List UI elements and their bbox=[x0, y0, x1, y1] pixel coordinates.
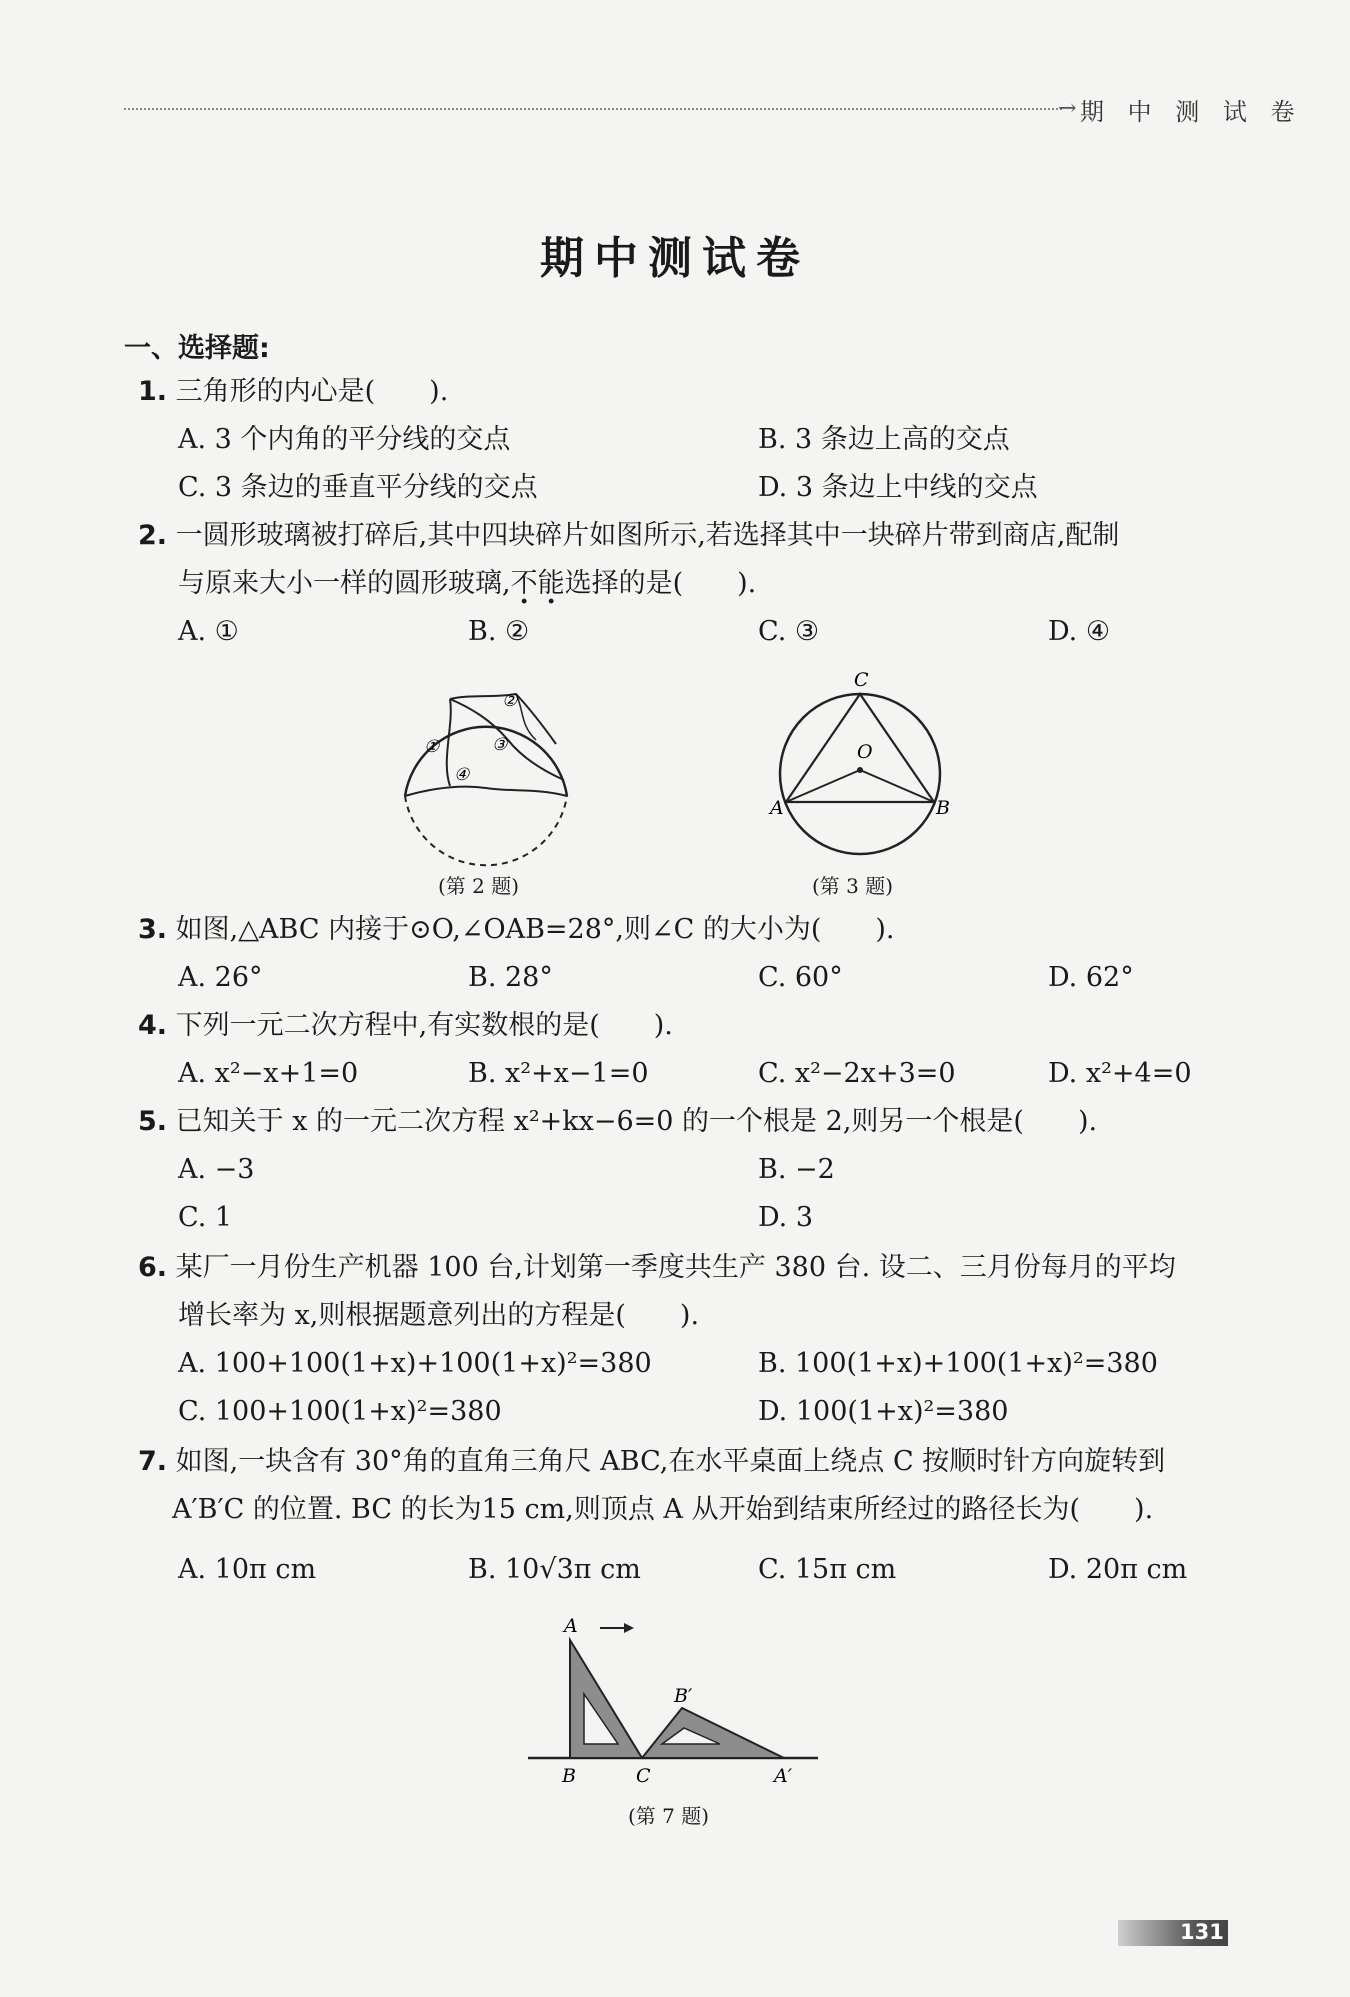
figure-7-caption: (第 7 题) bbox=[628, 1804, 710, 1828]
q7-option-a: A. 10π cm bbox=[178, 1554, 317, 1585]
question-number: 2. bbox=[138, 520, 168, 551]
point-label-c: C bbox=[636, 1765, 651, 1787]
q6-option-b: B. 100(1+x)+100(1+x)²=380 bbox=[758, 1348, 1158, 1379]
q2-option-d: D. ④ bbox=[1048, 616, 1111, 647]
question-7 bbox=[138, 1448, 1165, 1475]
stem-text: 与原来大小一样的圆形玻璃, bbox=[178, 568, 511, 599]
q3-option-b: B. 28° bbox=[468, 962, 553, 993]
question-7-line-2: A′B′C 的位置. BC 的长为15 cm,则顶点 A 从开始到结束所经过的路径长为( ). bbox=[172, 1494, 1154, 1525]
q5-option-d: D. 3 bbox=[758, 1202, 814, 1233]
q4-option-d: D. x²+4=0 bbox=[1048, 1058, 1192, 1089]
question-5 bbox=[138, 1108, 1097, 1135]
q7-option-c: C. 15π cm bbox=[758, 1554, 897, 1585]
emphasis-char: 不 bbox=[510, 568, 538, 599]
q4-option-a: A. x²−x+1=0 bbox=[178, 1058, 359, 1089]
stem-text: 选择的是( ). bbox=[564, 568, 757, 599]
point-label-b: B bbox=[936, 797, 950, 819]
q2-option-c: C. ③ bbox=[758, 616, 820, 647]
figure-2-caption: (第 2 题) bbox=[438, 874, 520, 898]
point-label-o: O bbox=[857, 741, 873, 763]
page-title: 期中测试卷 bbox=[540, 233, 810, 284]
q6-option-a: A. 100+100(1+x)+100(1+x)²=380 bbox=[178, 1348, 652, 1379]
q1-option-d: D. 3 条边上中线的交点 bbox=[758, 472, 1038, 503]
emphasis-char: 能 bbox=[537, 568, 565, 599]
point-label-c: C bbox=[854, 669, 869, 691]
q6-option-d: D. 100(1+x)²=380 bbox=[758, 1396, 1009, 1427]
question-number: 7. bbox=[138, 1446, 168, 1477]
q1-option-c: C. 3 条边的垂直平分线的交点 bbox=[178, 472, 538, 503]
point-label-b-prime: B′ bbox=[674, 1685, 693, 1707]
question-3 bbox=[138, 916, 895, 943]
question-2 bbox=[138, 522, 1119, 549]
q4-option-b: B. x²+x−1=0 bbox=[468, 1058, 649, 1089]
q4-option-c: C. x²−2x+3=0 bbox=[758, 1058, 956, 1089]
question-2-line-2 bbox=[178, 570, 756, 597]
question-1 bbox=[138, 378, 448, 405]
question-number: 6. bbox=[138, 1252, 168, 1283]
running-header-title: 期 中 测 试 卷 bbox=[1080, 98, 1303, 126]
figure-broken-glass bbox=[396, 680, 576, 860]
question-6-line-2: 增长率为 x,则根据题意列出的方程是( ). bbox=[178, 1300, 700, 1331]
q2-option-b: B. ② bbox=[468, 616, 530, 647]
question-6 bbox=[138, 1254, 1176, 1281]
q6-option-c: C. 100+100(1+x)²=380 bbox=[178, 1396, 502, 1427]
figure-3-caption: (第 3 题) bbox=[812, 874, 894, 898]
piece-label-2: ② bbox=[502, 691, 518, 711]
question-4 bbox=[138, 1012, 673, 1039]
q5-option-b: B. −2 bbox=[758, 1154, 835, 1185]
question-number: 1. bbox=[138, 376, 168, 407]
figure-rotating-set-square bbox=[520, 1610, 840, 1800]
question-stem-line-1: 如图,一块含有 30°角的直角三角尺 ABC,在水平桌面上绕点 C 按顺时针方向旋转到 bbox=[175, 1446, 1166, 1477]
q1-option-a: A. 3 个内角的平分线的交点 bbox=[178, 424, 511, 455]
question-stem: 如图,△ABC 内接于⊙O,∠OAB=28°,则∠C 的大小为( ). bbox=[175, 914, 895, 945]
q5-option-c: C. 1 bbox=[178, 1202, 233, 1233]
question-stem-line-1: 一圆形玻璃被打碎后,其中四块碎片如图所示,若选择其中一块碎片带到商店,配制 bbox=[175, 520, 1120, 551]
question-stem-line-1: 某厂一月份生产机器 100 台,计划第一季度共生产 380 台. 设二、三月份每月的平均 bbox=[175, 1252, 1176, 1283]
question-stem: 三角形的内心是( ). bbox=[175, 376, 449, 407]
piece-label-1: ① bbox=[424, 737, 440, 757]
point-label-a-prime: A′ bbox=[774, 1765, 793, 1787]
q3-option-c: C. 60° bbox=[758, 962, 843, 993]
q5-option-a: A. −3 bbox=[178, 1154, 255, 1185]
q3-option-a: A. 26° bbox=[178, 962, 263, 993]
page-number: 131 bbox=[1180, 1920, 1224, 1944]
figure-inscribed-triangle bbox=[770, 662, 970, 862]
q3-option-d: D. 62° bbox=[1048, 962, 1134, 993]
question-number: 5. bbox=[138, 1106, 168, 1137]
header-arrow-icon: → bbox=[1058, 96, 1077, 121]
question-stem: 已知关于 x 的一元二次方程 x²+kx−6=0 的一个根是 2,则另一个根是( ). bbox=[175, 1106, 1098, 1137]
question-number: 3. bbox=[138, 914, 168, 945]
piece-label-3: ③ bbox=[492, 735, 508, 755]
header-dotted-rule bbox=[124, 108, 1062, 110]
point-label-a: A bbox=[564, 1615, 578, 1637]
point-label-b: B bbox=[562, 1765, 576, 1787]
question-number: 4. bbox=[138, 1010, 168, 1041]
q7-option-d: D. 20π cm bbox=[1048, 1554, 1188, 1585]
question-stem: 下列一元二次方程中,有实数根的是( ). bbox=[175, 1010, 673, 1041]
point-label-a: A bbox=[770, 797, 784, 819]
q2-option-a: A. ① bbox=[178, 616, 239, 647]
q7-option-b: B. 10√3π cm bbox=[468, 1554, 641, 1585]
section-heading-choice: 一、选择题: bbox=[124, 333, 270, 364]
q1-option-b: B. 3 条边上高的交点 bbox=[758, 424, 1010, 455]
piece-label-4: ④ bbox=[454, 765, 470, 785]
